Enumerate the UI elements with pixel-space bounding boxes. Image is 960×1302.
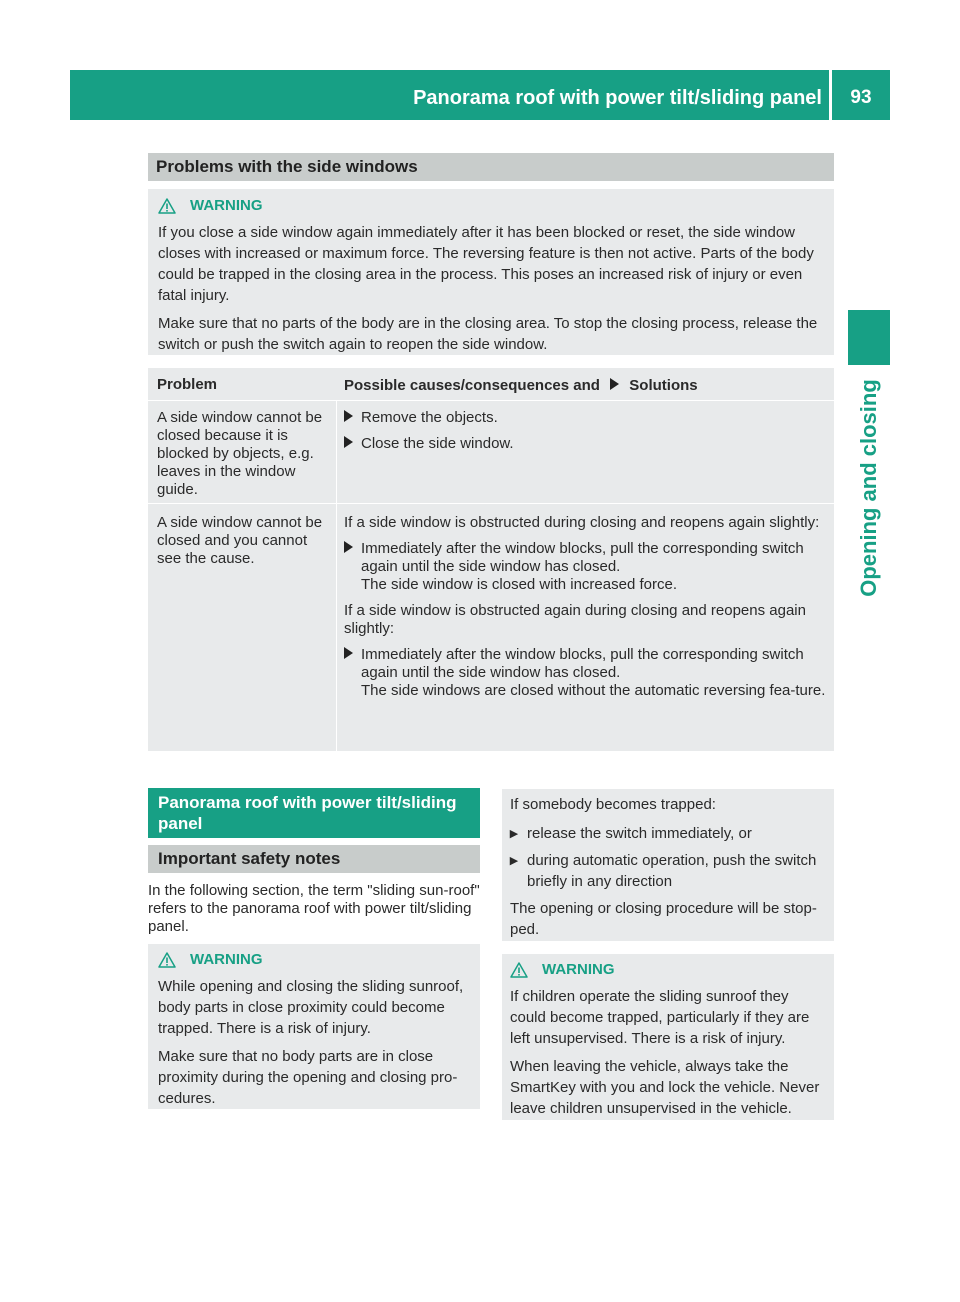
subheading-text: Important safety notes: [158, 849, 341, 868]
warning-header: [158, 949, 472, 970]
solution-result: The side windows are closed without the automatic reversing fea-ture.: [361, 682, 826, 699]
warning-paragraph: Make sure that no body parts are in close proximity during the opening and closing pro-cedures.: [158, 1048, 458, 1107]
problems-table: [148, 368, 834, 751]
warning-paragraph: Make sure that no parts of the body are in the closing area. To stop the closing process, release the switch or push the switch again to reopen the side window.: [158, 315, 818, 353]
list-item: [510, 823, 826, 844]
table-row-divider: [148, 503, 834, 504]
warning-title: WARNING: [190, 197, 263, 214]
warning-paragraph: If children operate the sliding sunroof they could become trapped, particularly if they are left unsupervised. There is a risk of injury.: [510, 988, 810, 1047]
table-row: [344, 540, 828, 576]
bullet-icon: ▸: [510, 825, 518, 842]
action-arrow-icon: [344, 436, 353, 448]
trapped-intro: If somebody becomes trapped:: [510, 796, 716, 813]
warning-triangle-icon: [158, 952, 176, 968]
action-arrow-icon: [344, 410, 353, 422]
table-row: [344, 646, 828, 682]
table-cell-problem: A side window cannot be closed and you cannot see the cause.: [157, 514, 323, 567]
section-heading-panorama-roof: Panorama roof with power tilt/sliding panel: [148, 788, 480, 838]
action-arrow-icon: [344, 647, 353, 659]
solution-step: Remove the objects.: [361, 409, 498, 426]
page-header: [70, 70, 890, 120]
side-tab-marker: [848, 310, 890, 365]
solution-intro: If a side window is obstructed again during closing and reopens again slightly:: [344, 602, 806, 637]
table-cell-solution: [337, 409, 834, 461]
warning-paragraph: If you close a side window again immediately after it has been blocked or reset, the side window closes with increased or maximum force. The reversing feature is then not active. Parts of the body could be trapped in the closing area in the process. This poses an increased risk of injury or even fatal injury.: [158, 224, 814, 304]
table-cell-problem: A side window cannot be closed because it is blocked by objects, e.g. leaves in the window guide.: [157, 409, 323, 498]
solution-step: Immediately after the window blocks, pull the corresponding switch again until the side window has closed.: [361, 540, 804, 575]
solution-result: The side window is closed with increased force.: [361, 576, 677, 593]
warning-box-children: [502, 954, 834, 1120]
action-arrow-icon: [610, 378, 619, 390]
solution-step: Immediately after the window blocks, pull the corresponding switch again until the side window has closed.: [361, 646, 804, 681]
section-heading-text: Problems with the side windows: [156, 157, 418, 176]
warning-header: [158, 195, 826, 216]
intro-paragraph: In the following section, the term "sliding sun-roof" refers to the panorama roof with power tilt/sliding panel.: [148, 882, 480, 935]
table-row: [344, 435, 828, 453]
table-row: [344, 409, 828, 427]
list-item-text: release the switch immediately, or: [527, 825, 752, 842]
section-heading-side-windows: [148, 153, 834, 181]
warning-title: WARNING: [542, 961, 615, 978]
side-tab-label: Opening and closing: [856, 379, 881, 597]
warning-box-side-windows: [148, 189, 834, 355]
warning-triangle-icon: [510, 962, 528, 978]
table-cell-solution: [337, 514, 834, 700]
trapped-info-box: [502, 789, 834, 941]
list-item: [510, 850, 826, 892]
warning-title: WARNING: [190, 951, 263, 968]
header-title: Panorama roof with power tilt/sliding panel: [413, 87, 822, 109]
list-item-text: during automatic operation, push the switch briefly in any direction: [527, 852, 817, 890]
subheading-safety-notes: [148, 845, 480, 873]
bullet-icon: ▸: [510, 852, 518, 869]
page-number: 93: [850, 87, 872, 108]
solution-step: Close the side window.: [361, 435, 514, 452]
solution-intro: If a side window is obstructed during closing and reopens again slightly:: [344, 514, 820, 531]
table-header-problem: Problem: [157, 376, 218, 393]
warning-paragraph: While opening and closing the sliding sunroof, body parts in close proximity could become trapped. There is a risk of injury.: [158, 978, 464, 1037]
warning-paragraph: When leaving the vehicle, always take the SmartKey with you and lock the vehicle. Never leave children unsupervised in the vehicle.: [510, 1058, 820, 1117]
warning-triangle-icon: [158, 198, 176, 214]
table-header-solutions-text: Possible causes/consequences and: [344, 377, 600, 394]
trapped-outro: The opening or closing procedure will be stop-ped.: [510, 900, 817, 938]
table-header-solutions: [337, 377, 841, 394]
table-header-row: [148, 368, 834, 401]
action-arrow-icon: [344, 541, 353, 553]
warning-box-sunroof: [148, 944, 480, 1109]
table-header-solutions-text: Solutions: [629, 377, 698, 394]
warning-header: [510, 959, 826, 980]
